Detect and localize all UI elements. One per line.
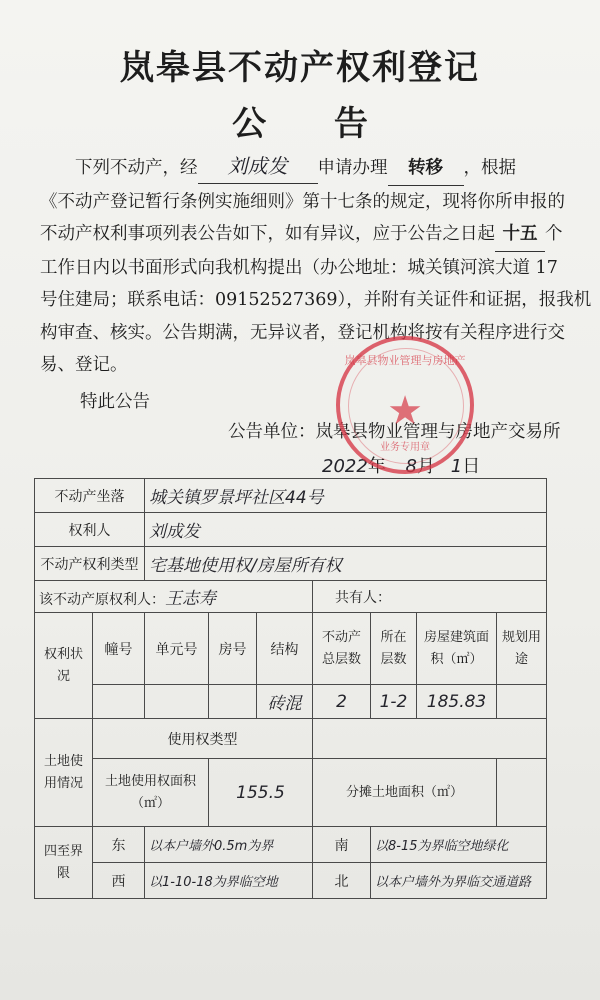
total-floors-value: 2 [313, 685, 371, 719]
area-value: 185.83 [417, 685, 497, 719]
notice-subtitle: 公 告 [232, 104, 396, 144]
issuer-name: 岚皋县物业管理与房地产交易所 [315, 422, 561, 442]
row-building-values [35, 685, 547, 719]
location-value: 城关镇罗景坪社区44号 [145, 479, 547, 513]
body-line-6: 构审查、核实。公告期满，无异议者，登记机构将按有关程序进行交 [40, 322, 565, 343]
floor-value: 1-2 [371, 685, 417, 719]
body-line-2: 《不动产登记暂行条例实施细则》第十七条的规定，现将你所申报的 [40, 191, 565, 212]
property-table [34, 478, 547, 899]
notice-body [40, 150, 592, 382]
north-boundary-value: 以本户墙外为界临交通道路 [371, 863, 547, 899]
row-holder: 权利人 刘成发 [35, 513, 547, 547]
body-line-3: 不动产权利事项列表公告如下，如有异议，应于公告之日起 十五 个 [40, 218, 560, 252]
row-use-type: 土地使用情况 使用权类型 [35, 719, 547, 759]
notice-date: 2022年 8月 1日 [322, 456, 481, 477]
star-icon: ★ [387, 388, 423, 434]
structure-value: 砖混 [257, 685, 313, 719]
issuer-line: 公告单位：岚皋县物业管理与房地产交易所 [228, 422, 561, 442]
body-line-5: 号住建局；联系电话：09152527369），并附有关证件和证据，报我机 [40, 290, 592, 310]
row-right-type: 不动产权利类型 宅基地使用权/房屋所有权 [35, 547, 547, 581]
row-boundary-west-north: 西 以1-10-18为界临空地 北 以本户墙外为界临交通道路 [35, 863, 547, 899]
body-line-4: 工作日内以书面形式向我机构提出（办公地址：城关镇河滨大道 17 [40, 257, 558, 278]
row-boundary-east-south: 四至界限 东 以本户墙外0.5m为界 南 以8-15为界临空地绿化 [35, 827, 547, 863]
land-area-value: 155.5 [209, 759, 313, 827]
body-line-1: 下列不动产，经 刘成发 申请办理 转移 ，根据 [40, 150, 560, 186]
south-boundary-value: 以8-15为界临空地绿化 [371, 827, 547, 863]
holder-value: 刘成发 [145, 513, 547, 547]
row-headers: 权利状况 幢号 单元号 房号 结构 不动产总层数 所在层数 房屋建筑面积（㎡） 规划用途 [35, 613, 547, 685]
closing-text: 特此公告 [80, 392, 150, 412]
east-boundary-value: 以本户墙外0.5m为界 [145, 827, 313, 863]
notice-title: 岚皋县不动产权利登记 [120, 48, 480, 88]
days-field: 十五 [495, 218, 545, 252]
row-original-holder: 该不动产原权利人：王志寿 共有人： [35, 581, 547, 613]
business-field: 转移 [388, 152, 464, 186]
west-boundary-value: 以1-10-18为界临空地 [145, 863, 313, 899]
body-line-7: 易、登记。 [40, 355, 128, 375]
row-location: 不动产坐落 城关镇罗景坪社区44号 [35, 479, 547, 513]
official-seal: 岚皋县物业管理与房地产 ★ 业务专用章 [336, 336, 474, 474]
applicant-field: 刘成发 [198, 150, 318, 184]
row-land-area: 土地使用权面积（㎡） 155.5 分摊土地面积（㎡） [35, 759, 547, 827]
right-type-value: 宅基地使用权/房屋所有权 [145, 547, 547, 581]
original-holder-value: 王志寿 [165, 589, 216, 609]
